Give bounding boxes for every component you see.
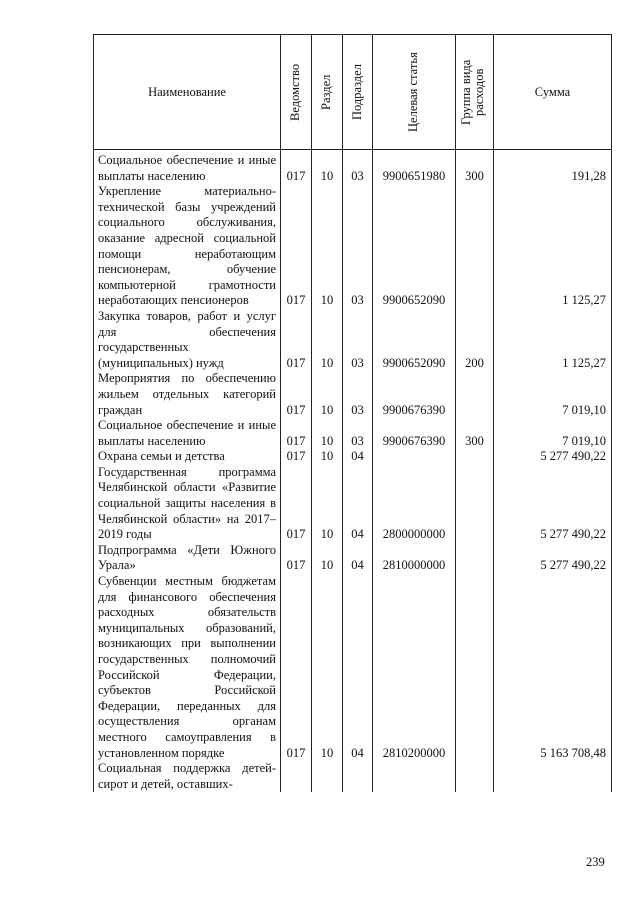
table-header-row [94,35,612,150]
header-exp-type-cell [456,35,494,150]
budget-table [93,34,612,792]
cell-exp-type [456,184,494,309]
cell-sum: 5 163 708,48 [494,574,612,761]
cell-section: 10 [312,150,343,185]
cell-section: 10 [312,371,343,418]
cell-section: 10 [312,309,343,371]
cell-sum: 7 019,10 [494,371,612,418]
cell-dept: 017 [281,543,312,574]
cell-name: Охрана семьи и детства [94,449,281,465]
cell-subsection: 04 [343,465,373,543]
cell-exp-type [456,465,494,543]
cell-name: Социальная поддержка детей-сирот и детей, оставших- [94,761,281,792]
cell-subsection: 03 [343,418,373,449]
cell-section: 10 [312,574,343,761]
cell-dept: 017 [281,184,312,309]
header-subsection: Подраздел [349,64,364,120]
cell-dept: 017 [281,465,312,543]
header-name: Наименование [94,35,281,150]
page-number: 239 [586,855,605,869]
cell-dept: 017 [281,150,312,185]
table-row [94,465,612,543]
cell-sum: 5 277 490,22 [494,465,612,543]
cell-target: 2800000000 [373,465,456,543]
cell-section: 10 [312,465,343,543]
cell-target: 2810000000 [373,543,456,574]
cell-name: Государственная программа Челябинской области «Развитие социальной защиты населения в Челябинской области» на 2017–2019 годы [94,465,281,543]
header-dept: Ведомство [288,63,302,121]
cell-sum: 5 277 490,22 [494,449,612,465]
cell-target: 9900676390 [373,418,456,449]
cell-target: 9900652090 [373,184,456,309]
cell-subsection: 03 [343,371,373,418]
cell-section: 10 [312,184,343,309]
header-exp-type: Группа вида расходов [458,59,486,125]
header-target: Целевая статья [406,52,420,132]
cell-target: 9900651980 [373,150,456,185]
table-row [94,371,612,418]
cell-dept [281,761,312,792]
table-row [94,543,612,574]
cell-subsection: 03 [343,150,373,185]
cell-exp-type: 300 [456,150,494,185]
cell-subsection: 03 [343,184,373,309]
table-row [94,449,612,465]
cell-sum [494,761,612,792]
cell-subsection: 04 [343,449,373,465]
cell-sum: 191,28 [494,150,612,185]
cell-exp-type [456,761,494,792]
cell-dept: 017 [281,309,312,371]
header-section: Раздел [319,74,333,110]
cell-exp-type [456,449,494,465]
cell-name: Социальное обеспечение и иные выплаты населению [94,150,281,185]
cell-exp-type: 300 [456,418,494,449]
cell-target [373,449,456,465]
cell-subsection: 04 [343,543,373,574]
cell-name: Мероприятия по обеспечению жильем отдельных категорий граждан [94,371,281,418]
table-body [94,150,612,793]
cell-sum: 1 125,27 [494,184,612,309]
header-dept-cell [281,35,312,150]
table-row [94,418,612,449]
cell-target: 9900676390 [373,371,456,418]
cell-sum: 1 125,27 [494,309,612,371]
cell-subsection: 04 [343,574,373,761]
cell-section: 10 [312,449,343,465]
header-sum: Сумма [494,35,612,150]
cell-exp-type [456,371,494,418]
header-section-cell [312,35,343,150]
cell-target [373,761,456,792]
cell-section: 10 [312,543,343,574]
cell-target: 2810200000 [373,574,456,761]
cell-dept: 017 [281,449,312,465]
cell-name: Укрепление материально-технической базы учреждений социального обслуживания, оказание адресной социальной помощи неработающим пенсионерам, обучение компьютерной грамотности неработающих пенсионеров [94,184,281,309]
table-row [94,309,612,371]
cell-subsection [343,761,373,792]
cell-dept: 017 [281,371,312,418]
cell-name: Субвенции местным бюджетам для финансового обеспечения расходных обязательств муниципальных образований, возникающих при выполнении государственных полномочий Российской Федерации, субъектов Российской Федерации, переданных для осуществления органам местного самоуправления в установленном порядке [94,574,281,761]
table-row [94,574,612,761]
cell-name: Закупка товаров, работ и услуг для обеспечения государственных (муниципальных) нужд [94,309,281,371]
cell-subsection: 03 [343,309,373,371]
cell-dept: 017 [281,418,312,449]
cell-dept: 017 [281,574,312,761]
header-subsection-cell [343,35,373,150]
cell-exp-type: 200 [456,309,494,371]
cell-sum: 5 277 490,22 [494,543,612,574]
table-row [94,150,612,185]
cell-exp-type [456,543,494,574]
cell-target: 9900652090 [373,309,456,371]
table-row [94,184,612,309]
header-target-cell [373,35,456,150]
cell-section: 10 [312,418,343,449]
cell-exp-type [456,574,494,761]
table-row [94,761,612,792]
cell-section [312,761,343,792]
cell-sum: 7 019,10 [494,418,612,449]
cell-name: Подпрограмма «Дети Южного Урала» [94,543,281,574]
cell-name: Социальное обеспечение и иные выплаты населению [94,418,281,449]
